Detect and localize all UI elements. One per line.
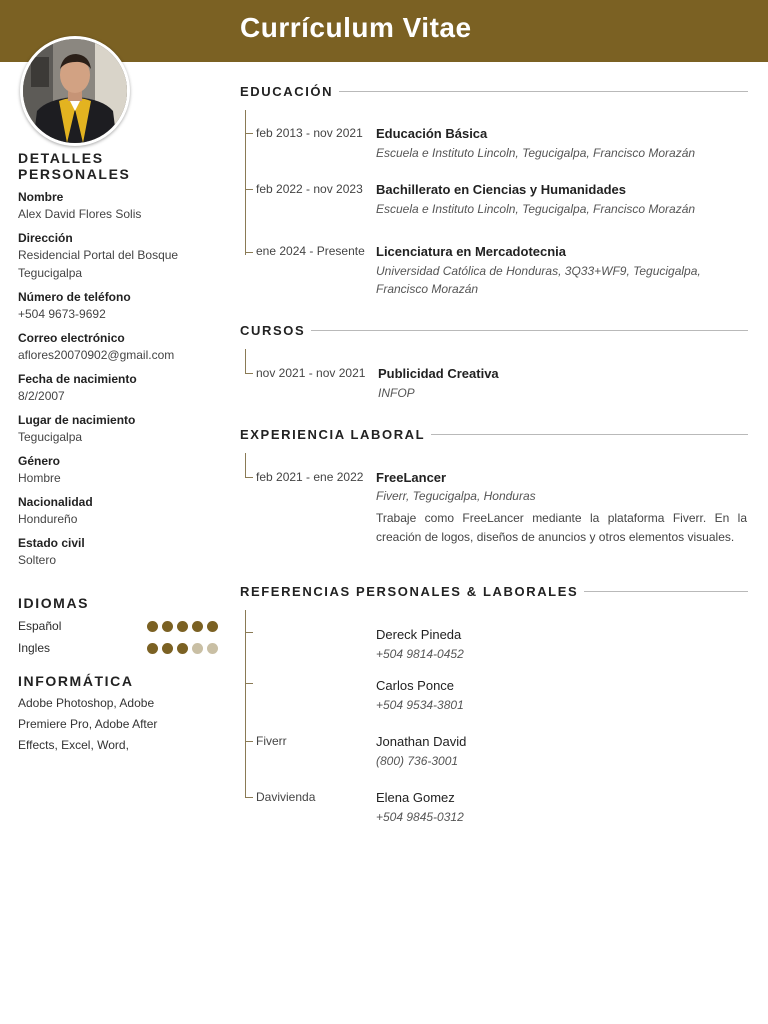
reference-phone: +504 9534-3801 (376, 698, 464, 712)
field-value: 8/2/2007 (18, 389, 65, 403)
reference-org: Fiverr (256, 734, 287, 748)
education-section-header (240, 82, 748, 100)
experience-title: EXPERIENCIA LABORAL (240, 426, 426, 442)
field-value: Tegucigalpa (18, 430, 83, 444)
timeline-tick (245, 133, 253, 134)
level-dot-filled (207, 621, 218, 632)
entry-date: feb 2022 - nov 2023 (256, 182, 363, 196)
divider (311, 330, 748, 331)
entry-title: Bachillerato en Ciencias y Humanidades (376, 182, 626, 197)
timeline-tick (245, 741, 253, 742)
language-name: Ingles (18, 641, 51, 655)
field-value: Alex David Flores Solis (18, 207, 142, 221)
timeline-tick (245, 683, 253, 684)
level-dot-filled (147, 643, 158, 654)
reference-name: Elena Gomez (376, 790, 455, 805)
field-birthdate (18, 371, 218, 405)
field-value: +504 9673-9692 (18, 307, 106, 321)
timeline-tick (245, 632, 253, 633)
language-level (147, 643, 218, 654)
timeline-line (245, 110, 246, 255)
entry-title: FreeLancer (376, 470, 447, 485)
entry-title: Licenciatura en Mercadotecnia (376, 244, 567, 259)
field-name (18, 189, 218, 223)
field-label: Nombre (18, 190, 64, 204)
divider (584, 591, 748, 592)
portrait-image (23, 39, 127, 143)
reference-name: Jonathan David (376, 734, 467, 749)
entry-subtitle: INFOP (378, 386, 415, 400)
level-dot-filled (162, 621, 173, 632)
timeline-tick (245, 477, 253, 478)
level-dot-filled (177, 621, 188, 632)
entry-date: ene 2024 - Presente (256, 244, 365, 258)
field-nationality (18, 494, 218, 528)
entry-subtitle: Universidad Católica de Honduras, 3Q33+WF9, Tegucigalpa, (376, 264, 701, 278)
level-dot-filled (192, 621, 203, 632)
field-value: Hombre (18, 471, 61, 485)
entry-description: Trabaje como FreeLancer mediante la plataforma Fiverr. En la creación de logos, diseños de anuncios y otros elementos visuales. (376, 511, 747, 544)
field-email (18, 330, 218, 364)
reference-name: Dereck Pineda (376, 627, 462, 642)
field-birthplace (18, 412, 218, 446)
field-value: aflores20070902@gmail.com (18, 348, 175, 362)
timeline-tick (245, 373, 253, 374)
it-skills-title: INFORMÁTICA (18, 673, 134, 689)
level-dot-filled (147, 621, 158, 632)
reference-phone: (800) 736-3001 (376, 754, 459, 768)
experience-section-header (240, 425, 748, 443)
level-dot-empty (192, 643, 203, 654)
references-title: REFERENCIAS PERSONALES & LABORALES (240, 583, 579, 599)
reference-phone: +504 9845-0312 (376, 810, 464, 824)
field-label: Nacionalidad (18, 495, 93, 509)
timeline-line (245, 610, 246, 798)
field-value-line2: Tegucigalpa (18, 266, 83, 280)
entry-title: Publicidad Creativa (378, 366, 499, 381)
field-civil-status (18, 535, 218, 569)
level-dot-filled (177, 643, 188, 654)
field-label: Correo electrónico (18, 331, 125, 345)
courses-title: CURSOS (240, 322, 306, 338)
level-dot-empty (207, 643, 218, 654)
language-name: Español (18, 619, 62, 633)
entry-subtitle-line2: Francisco Morazán (376, 282, 479, 296)
field-label: Género (18, 454, 61, 468)
field-value: Residencial Portal del Bosque (18, 248, 179, 262)
field-label: Lugar de nacimiento (18, 413, 136, 427)
language-level (147, 621, 218, 632)
education-title: EDUCACIÓN (240, 83, 334, 99)
languages-title: IDIOMAS (18, 595, 90, 611)
profile-photo (20, 36, 130, 146)
page-title: Currículum Vitae (240, 12, 472, 43)
timeline-line (245, 453, 246, 478)
field-phone (18, 289, 218, 323)
references-section-header (240, 582, 748, 600)
divider (339, 91, 748, 92)
field-value: Hondureño (18, 512, 78, 526)
reference-org: Davivienda (256, 790, 316, 804)
timeline-tick (245, 252, 253, 253)
entry-subtitle: Escuela e Instituto Lincoln, Tegucigalpa, Francisco Morazán (376, 146, 696, 160)
entry-subtitle: Escuela e Instituto Lincoln, Tegucigalpa, Francisco Morazán (376, 202, 696, 216)
field-value: Soltero (18, 553, 57, 567)
field-label: Estado civil (18, 536, 85, 550)
reference-name: Carlos Ponce (376, 678, 455, 693)
reference-phone: +504 9814-0452 (376, 647, 464, 661)
divider (431, 434, 748, 435)
field-address (18, 230, 218, 282)
entry-date: nov 2021 - nov 2021 (256, 366, 366, 380)
timeline-line (245, 349, 246, 374)
field-label: Fecha de nacimiento (18, 372, 137, 386)
courses-section-header (240, 321, 748, 339)
it-skills-text: Adobe Photoshop, Adobe Premiere Pro, Adobe After Effects, Excel, Word, (18, 696, 158, 752)
timeline-tick (245, 189, 253, 190)
entry-title: Educación Básica (376, 126, 488, 141)
entry-subtitle: Fiverr, Tegucigalpa, Honduras (376, 489, 536, 503)
entry-date: feb 2013 - nov 2021 (256, 126, 363, 140)
field-label: Dirección (18, 231, 73, 245)
level-dot-filled (162, 643, 173, 654)
sidebar (18, 150, 218, 756)
entry-date: feb 2021 - ene 2022 (256, 470, 364, 484)
personal-details-title: DETALLES PERSONALES (18, 150, 131, 182)
timeline-tick (245, 797, 253, 798)
language-row (18, 615, 218, 637)
field-label: Número de teléfono (18, 290, 131, 304)
field-gender (18, 453, 218, 487)
language-row (18, 637, 218, 659)
